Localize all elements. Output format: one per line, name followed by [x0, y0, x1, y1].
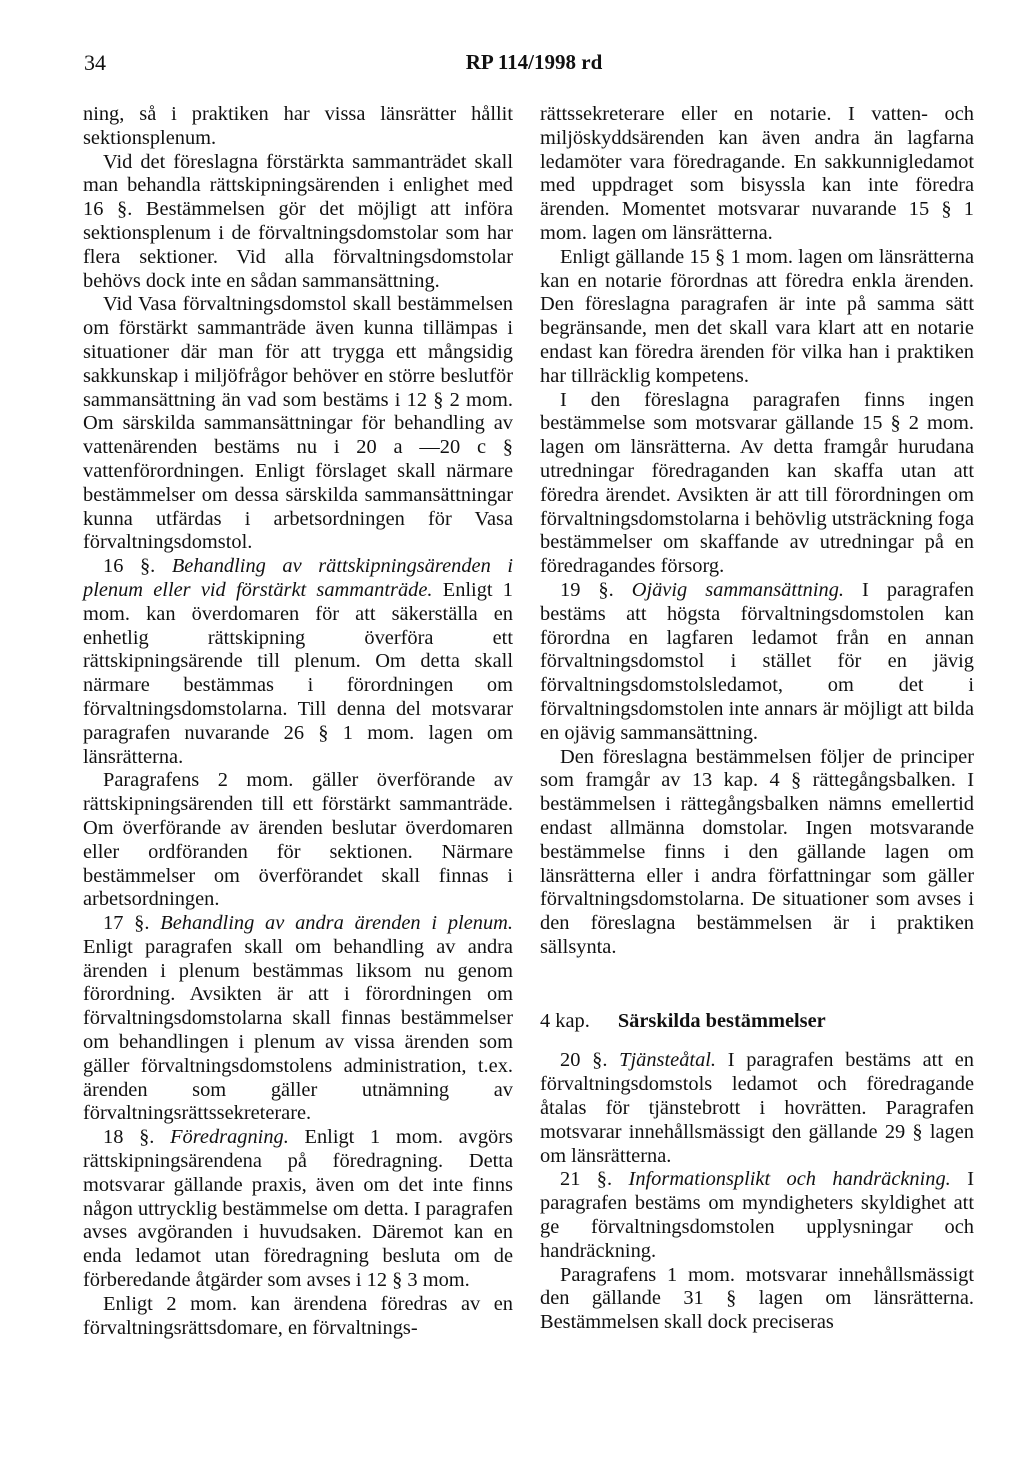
- section-heading: Tjänsteåtal.: [619, 1049, 717, 1072]
- page-header: [84, 50, 984, 80]
- paragraph: Vid Vasa förvaltningsdomstol skall bestämmelsen om förstärkt sammanträde även kunna tillämpas i situationer där man för att trygga ett mångsidig sakkunskap i miljöfrågor behöver en större beslutför sammansättning än vad som bestäms i 12 § 2 mom. Om särskilda sammansättningar för behandling av vattenärenden bestäms nu i 20 a —20 c § vattenförordningen. Enligt förslaget skall närmare bestämmelser om dessa särskilda sammansättningar kunna utfärdas i arbetsordningen för Vasa förvaltningsdomstol.: [83, 293, 513, 554]
- paragraph: Paragrafens 2 mom. gäller överförande av rättskipningsärenden till ett förstärkt sammanträde. Om överförande av ärenden beslutar överdomaren eller ordföranden för sektionen. Närmare bestämmelser om överförandet skall finnas i arbetsordningen.: [83, 769, 513, 911]
- section-text: Enligt paragrafen skall om behandling av andra ärenden i plenum bestämmas liksom nu genom förordning. Avsikten är att i förordningen om förvaltningsdomstolarna skall finnas bestämmelser om behandlingen i plenum av vissa ärenden som gäller förvaltningsdomstolens administration, t.ex. ärenden som gäller utnämning av förvaltningsrättssekreterare.: [83, 935, 513, 1125]
- paragraph-section-19: [540, 579, 974, 746]
- paragraph-section-21: [540, 1168, 974, 1263]
- section-number: 16 §.: [103, 555, 172, 578]
- paragraph-section-18: [83, 1126, 513, 1293]
- left-column: [83, 103, 513, 1340]
- section-text: Enligt 1 mom. avgörs rättskipningsärendena på föredragning. Detta motsvarar gällande praxis, även om det inte finns någon uttrycklig bestämmelse om detta. I paragrafen avses avgöranden i huvudsaken. Däremot kan en enda ledamot utan föredragning besluta om de förberedande åtgärder som avses i 12 § 3 mom.: [83, 1126, 513, 1292]
- section-text: I paragrafen bestäms om myndigheters skyldighet att ge förvaltningsdomstolen upplysningar och handräckning.: [540, 1168, 974, 1262]
- running-title: RP 114/1998 rd: [465, 50, 603, 74]
- paragraph: I den föreslagna paragrafen finns ingen bestämmelse som motsvarar gällande 15 § 2 mom. lagen om länsrätterna. Av detta framgår hurudana utredningar föredraganden kan skaffa utan att föredra ärendet. Avsikten är att till förordningen om förvaltningsdomstolarna i behövlig utsträckning foga bestämmelser om skaffande av utredningar på en föredragandes försorg.: [540, 388, 974, 578]
- section-heading: Informationsplikt och handräckning.: [628, 1168, 951, 1191]
- section-text: I paragrafen bestäms att högsta förvaltningsdomstolen kan förordna en lagfaren ledamot från en annan förvaltningsdomstol i stället för en jävig förvaltningsdomstolsledamot, om det i förvaltningsdomstolen inte annars är möjligt att bilda en ojävig sammansättning.: [540, 578, 974, 744]
- section-number: 20 §.: [560, 1049, 620, 1072]
- page-number: 34: [84, 50, 106, 75]
- paragraph-section-17: [83, 912, 513, 1126]
- section-text: I paragrafen bestäms att en förvaltningsdomstols ledamot och föredragande åtalas för tjänstebrott i hovrätten. Paragrafen motsvarar innehållsmässigt den gällande 29 § lagen om länsrätterna.: [540, 1049, 974, 1167]
- section-heading: Behandling av andra ärenden i plenum.: [160, 912, 513, 935]
- section-number: 21 §.: [560, 1168, 629, 1191]
- chapter-title: Särskilda bestämmelser: [617, 1009, 826, 1032]
- paragraph: Vid det föreslagna förstärkta sammanträdet skall man behandla rättskipningsärenden i enlighet med 16 §. Bestämmelsen gör det möjligt att införa sektionsplenum i de förvaltningsdomstolar som har flera sektioner. Vid alla förvaltningsdomstolar behövs dock inte en sådan sammansättning.: [83, 150, 513, 292]
- section-number: 19 §.: [560, 578, 632, 601]
- paragraph-section-16: [83, 555, 513, 769]
- section-heading: Ojävig sammansättning.: [631, 578, 845, 601]
- section-number: 18 §.: [103, 1126, 171, 1149]
- section-heading: Föredragning.: [170, 1126, 289, 1149]
- right-column: [540, 103, 974, 1335]
- section-number: 17 §.: [103, 912, 161, 935]
- paragraph: rättssekreterare eller en notarie. I vatten- och miljöskyddsärenden kan även andra än lagfarna ledamöter vara föredragande. En sakkunnigledamot med uppdraget som bisyssla kan inte föredra ärenden. Momentet motsvarar nuvarande 15 § 1 mom. lagen om länsrätterna.: [540, 103, 974, 244]
- paragraph-section-20: [540, 1049, 974, 1168]
- section-text: Enligt 1 mom. kan överdomaren för att säkerställa en enhetlig rättskipning överföra ett rättskipningsärende till plenum. Om detta skall närmare bestämmas i förordningen om förvaltningsdomstolarna. Till denna del motsvarar paragrafen nuvarande 26 § 1 mom. lagen om länsrätterna.: [83, 578, 513, 768]
- chapter-number: 4 kap.: [540, 1009, 590, 1032]
- paragraph: Enligt 2 mom. kan ärendena föredras av en förvaltningsrättsdomare, en förvaltnings-: [83, 1292, 513, 1339]
- paragraph: ning, så i praktiken har vissa länsrätter hållit sektionsplenum.: [83, 103, 513, 149]
- paragraph: Den föreslagna bestämmelsen följer de principer som framgår av 13 kap. 4 § rättegångsbalken. I bestämmelsen i rättegångsbalken nämns emellertid endast allmänna domstolar. Ingen motsvarande bestämmelse finns i den gällande lagen om länsrätterna eller i andra författningar som gäller förvaltningsdomstolarna. De situationer som avses i den föreslagna bestämmelsen är i praktiken sällsynta.: [540, 745, 974, 958]
- section-heading: Behandling av rättskipningsärenden i plenum eller vid förstärkt sammanträde.: [83, 555, 513, 601]
- chapter-heading: [540, 1010, 974, 1034]
- paragraph: Paragrafens 1 mom. motsvarar innehållsmässigt den gällande 31 § lagen om länsrätterna. Bestämmelsen skall dock preciseras: [540, 1263, 974, 1334]
- paragraph: Enligt gällande 15 § 1 mom. lagen om länsrätterna kan en notarie förordnas att föredra enkla ärenden. Den föreslagna paragrafen är inte på samma sätt begränsande, men det skall vara klart att en notarie endast kan föredra ärenden för vilka han i praktiken har tillräcklig kompetens.: [540, 245, 974, 387]
